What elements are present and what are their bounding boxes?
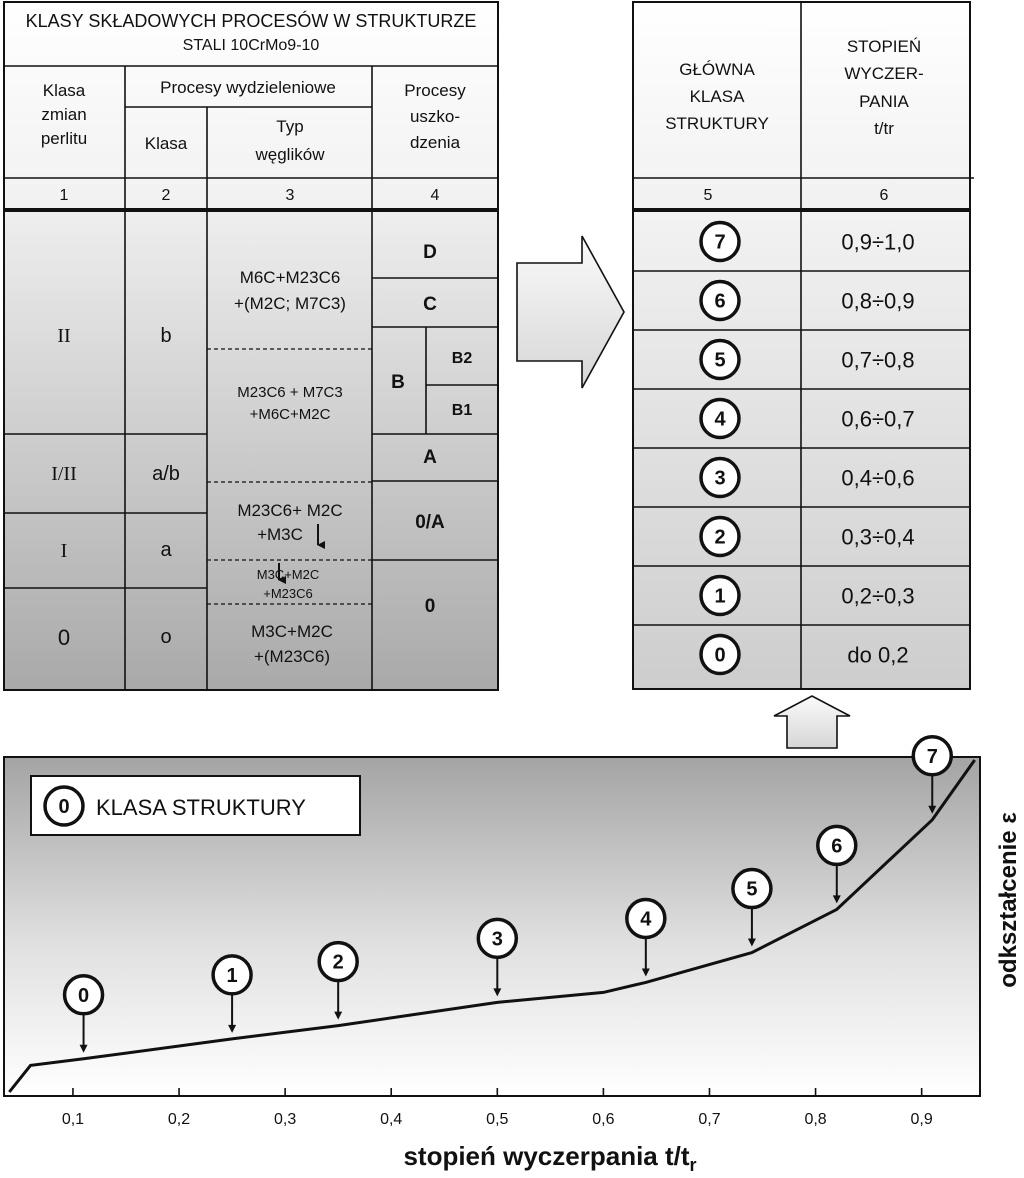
- column-number: 6: [879, 187, 889, 204]
- left-table: [4, 2, 498, 690]
- header-text: Procesy: [404, 81, 466, 100]
- precip-class: a: [160, 539, 172, 561]
- marker-label: 3: [491, 928, 503, 951]
- exhaustion-range: 0,6÷0,7: [841, 406, 915, 432]
- exhaustion-range: 0,4÷0,6: [841, 465, 915, 491]
- x-axis-label: stopień wyczerpania $t/t_r$: [403, 1141, 697, 1173]
- exhaustion-range: 0,9÷1,0: [841, 229, 915, 255]
- exhaustion-range: 0,3÷0,4: [841, 524, 915, 550]
- header-procesy-wydzieleniowe: Procesy wydzieleniowe: [160, 78, 336, 97]
- header-text: STRUKTURY: [665, 114, 769, 133]
- marker-label: 0: [78, 984, 90, 1007]
- right-arrow: [517, 236, 624, 388]
- marker-label: 2: [332, 951, 344, 974]
- carbide-type: M3C+M2C: [256, 567, 320, 582]
- left-table-subtitle: STALI 10CrMo9-10: [182, 37, 320, 54]
- structure-class: 0: [714, 644, 726, 667]
- exhaustion-range: 0,7÷0,8: [841, 347, 915, 373]
- structure-class: 1: [714, 585, 726, 608]
- column-number: 5: [703, 187, 713, 204]
- x-tick-label: 0,8: [804, 1111, 827, 1128]
- header-text: WYCZER-: [844, 64, 924, 83]
- pearlite-class: I: [60, 540, 68, 562]
- header-text: KLASA: [689, 87, 745, 106]
- x-tick-label: 0,6: [592, 1111, 615, 1128]
- right-table: [633, 2, 974, 689]
- header-text: zmian: [41, 105, 87, 124]
- header-text: t/tr: [874, 119, 894, 138]
- structure-class: 3: [714, 467, 726, 490]
- structure-class: 2: [714, 526, 726, 549]
- marker-label: 6: [831, 835, 843, 858]
- x-tick-label: 0,9: [910, 1111, 933, 1128]
- damage-class: 0: [424, 596, 436, 617]
- header-procesy-uszkodzenia: [404, 81, 466, 152]
- x-tick-label: 0,2: [167, 1111, 191, 1128]
- damage-class: B1: [451, 402, 473, 419]
- chart-legend: [31, 776, 360, 835]
- column-number: 2: [161, 187, 171, 204]
- carbide-type: M3C+M2C: [251, 622, 333, 641]
- carbide-type: +M6C+M2C: [249, 406, 331, 423]
- precip-class: o: [160, 626, 172, 648]
- y-axis-label: odkształcenie ε: [995, 812, 1022, 988]
- column-number: 4: [430, 187, 440, 204]
- exhaustion-range: 0,2÷0,3: [841, 583, 915, 609]
- damage-class: A: [423, 447, 437, 468]
- chart: [4, 737, 1022, 1173]
- pearlite-class: II: [57, 325, 71, 347]
- up-arrow: [774, 696, 850, 748]
- x-tick-label: 0,5: [486, 1111, 509, 1128]
- structure-class: 5: [714, 349, 726, 372]
- carbide-type: M23C6 + M7C3: [237, 384, 343, 401]
- damage-class: D: [423, 242, 437, 263]
- carbide-type: +(M2C; M7C3): [234, 294, 346, 313]
- marker-label: 7: [926, 745, 938, 768]
- header-text: STOPIEŃ: [846, 37, 922, 56]
- header-text: uszko-: [409, 107, 461, 126]
- marker-label: 5: [746, 878, 758, 901]
- exhaustion-range: 0,8÷0,9: [841, 288, 915, 314]
- precip-class: a/b: [152, 463, 180, 485]
- header-text: perlitu: [40, 129, 88, 148]
- carbide-type: +M23C6: [263, 586, 313, 601]
- header-text: dzenia: [409, 133, 461, 152]
- carbide-type: +M3C: [257, 525, 303, 544]
- damage-class: C: [423, 294, 437, 315]
- legend-label: KLASA STRUKTURY: [96, 795, 306, 820]
- x-tick-label: 0,1: [61, 1111, 85, 1128]
- left-table-title: KLASY SKŁADOWYCH PROCESÓW W STRUKTURZE: [25, 11, 477, 31]
- structure-class: 7: [714, 231, 726, 254]
- damage-class: B: [391, 372, 405, 393]
- carbide-type: M6C+M23C6: [239, 268, 341, 287]
- carbide-type: +(M23C6): [253, 647, 331, 666]
- exhaustion-range: do 0,2: [847, 642, 909, 668]
- damage-class: B2: [451, 350, 473, 367]
- column-number: 1: [59, 187, 69, 204]
- column-number: 3: [285, 187, 295, 204]
- pearlite-class: I/II: [51, 463, 77, 485]
- marker-label: 1: [226, 964, 238, 987]
- x-tick-label: 0,3: [274, 1111, 297, 1128]
- marker-label: 4: [640, 908, 652, 931]
- header-text: Typ: [276, 117, 304, 136]
- pearlite-class: 0: [57, 625, 71, 650]
- header-klasa: Klasa: [144, 134, 188, 153]
- x-tick-label: 0,7: [698, 1111, 721, 1128]
- header-text: PANIA: [859, 92, 909, 111]
- damage-class: 0/A: [415, 512, 445, 533]
- carbide-type: M23C6+ M2C: [237, 501, 343, 520]
- precip-class: b: [160, 325, 172, 347]
- header-text: węglików: [255, 145, 325, 164]
- header-klasa-zmian-perlitu: [41, 81, 87, 148]
- header-text: Klasa: [42, 81, 86, 100]
- x-tick-label: 0,4: [380, 1111, 403, 1128]
- header-text: GŁÓWNA: [679, 60, 755, 79]
- legend-symbol: 0: [58, 796, 70, 818]
- structure-class: 6: [714, 290, 726, 313]
- structure-class: 4: [714, 408, 726, 431]
